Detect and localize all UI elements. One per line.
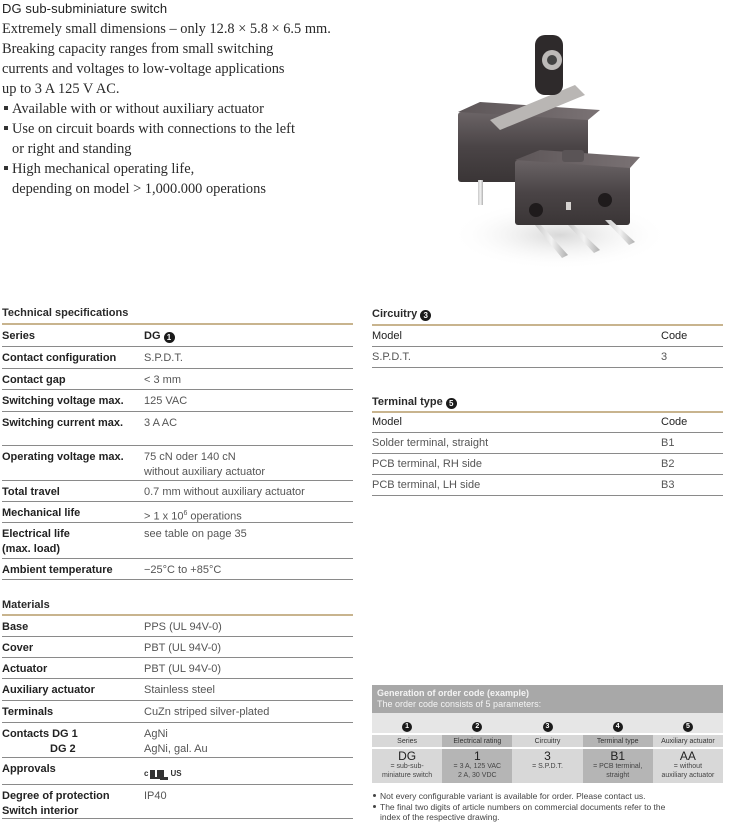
material-key: Cover [2, 642, 34, 654]
material-key: Terminals [2, 706, 54, 718]
terminal-type-table [372, 412, 723, 496]
bullet-square-icon [4, 166, 8, 170]
spec-key: Switching current max. [2, 417, 124, 429]
cell-model: Solder terminal, straight [372, 437, 489, 449]
material-row [2, 637, 353, 658]
bullet-dot-icon [373, 805, 376, 808]
spec-value: 125 VAC [144, 395, 188, 407]
spec-key: Switching voltage max. [2, 395, 124, 407]
material-value: PBT (UL 94V-0) [144, 663, 222, 675]
table-header-row [372, 412, 723, 433]
note-item: The final two digits of article numbers on commercial documents refer to the [372, 802, 746, 813]
spec-value: see table on page 35 [144, 528, 247, 540]
spec-row [2, 412, 353, 446]
material-key: Actuator [2, 663, 48, 675]
material-key: Base [2, 621, 29, 633]
spec-row [2, 446, 353, 481]
intro-line: currents and voltages to low-voltage applications [2, 61, 285, 77]
order-param-numbers [372, 713, 723, 733]
spec-value: 0.7 mm without auxiliary actuator [144, 486, 305, 498]
page-title: DG sub-subminiature switch [2, 1, 168, 16]
bullet-square-icon [4, 106, 8, 110]
material-row [2, 758, 353, 785]
ul-logo-icon [149, 769, 169, 781]
spec-row [2, 481, 353, 502]
material-row [2, 785, 353, 819]
material-value: PBT (UL 94V-0) [144, 642, 222, 654]
bullet-square-icon [4, 126, 8, 130]
material-value: IP40 [144, 790, 167, 802]
feature-bullet-continuation: depending on model > 1,000.000 operations [12, 181, 266, 197]
material-key: Degree of protection Switch interior [2, 790, 110, 817]
cell-code: B2 [661, 458, 675, 470]
param-1-badge-icon: 1 [402, 722, 412, 732]
spec-key: Operating voltage max. [2, 451, 124, 463]
material-row [2, 658, 353, 679]
feature-bullet: Use on circuit boards with connections to the left [2, 119, 362, 139]
order-code-panel [372, 685, 723, 783]
column-header-model: Model [372, 330, 402, 342]
material-value: Stainless steel [144, 684, 215, 696]
order-notes [372, 791, 746, 823]
note-item-continuation: index of the respective drawing. [380, 812, 500, 822]
terminal-type-heading: Terminal type 5 [372, 396, 457, 409]
cell-code: B3 [661, 479, 675, 491]
spec-row [2, 347, 353, 369]
spec-key: Series [2, 330, 36, 342]
cell-model: S.P.D.T. [372, 351, 411, 363]
table-header-row [372, 326, 723, 347]
param-label: Auxiliary actuator [653, 733, 723, 747]
circuitry-heading: Circuitry 3 [372, 308, 431, 321]
spec-key: Mechanical life [2, 507, 81, 519]
param-value: AA = without auxiliary actuator [653, 747, 723, 783]
param-value: B1 = PCB terminal, straight [583, 747, 653, 783]
param-5-badge-icon: 5 [446, 398, 457, 409]
product-photo [440, 20, 690, 290]
material-value: AgNi AgNi, gal. Au [144, 728, 208, 755]
material-row [2, 679, 353, 701]
material-value: CuZn striped silver-plated [144, 706, 270, 718]
param-label: Electrical rating [442, 733, 512, 747]
table-row [372, 347, 723, 368]
spec-key: Contact configuration [2, 352, 117, 364]
material-key: Auxiliary actuator [2, 684, 95, 696]
cell-code: B1 [661, 437, 675, 449]
param-5-badge-icon: 5 [683, 722, 693, 732]
spec-row [2, 502, 353, 523]
feature-bullet: Available with or without auxiliary actuator [2, 99, 362, 119]
circuitry-table [372, 326, 723, 368]
materials-heading: Materials [2, 599, 50, 611]
column-header-model: Model [372, 416, 402, 428]
intro-line: Breaking capacity ranges from small switching [2, 41, 274, 57]
order-param-labels [372, 733, 723, 747]
spec-row [2, 523, 353, 559]
param-label: Circuitry [512, 733, 582, 747]
material-value [144, 758, 353, 784]
spec-value: > 1 x $10^6$ operations [144, 510, 242, 523]
spec-value: 75 cN oder 140 cN without auxiliary actuator [144, 451, 266, 478]
cell-model: PCB terminal, RH side [372, 458, 483, 470]
spec-value: S.P.D.T. [144, 352, 183, 364]
spec-key: Ambient temperature [2, 564, 113, 576]
note-item: Not every configurable variant is available for order. Please contact us. [372, 791, 746, 802]
param-2-badge-icon: 2 [472, 722, 482, 732]
intro-line: up to 3 A 125 V AC. [2, 81, 120, 97]
column-header-code: Code [661, 416, 688, 428]
param-value: 1 = 3 A, 125 VAC 2 A, 30 VDC [442, 747, 512, 783]
spec-value: DG 1 [144, 325, 353, 346]
intro-text [2, 19, 362, 199]
param-label: Series [372, 733, 442, 747]
spec-row [2, 369, 353, 390]
material-row [2, 616, 353, 637]
material-row [2, 723, 353, 758]
cULus-mark-icon: c US [144, 766, 182, 781]
material-key: Approvals [2, 763, 56, 775]
param-label: Terminal type [583, 733, 653, 747]
spec-row [2, 325, 353, 347]
intro-line: Extremely small dimensions – only 12.8 × 5.8 × 6.5 mm. [2, 21, 331, 37]
param-1-badge-icon: 1 [164, 332, 175, 343]
param-value: 3 = S.P.D.T. [512, 747, 582, 783]
tech-specs-heading: Technical specifications [2, 307, 129, 319]
material-value: PPS (UL 94V-0) [144, 621, 222, 633]
table-row [372, 433, 723, 454]
table-row [372, 475, 723, 496]
order-code-header: Generation of order code (example) The order code consists of 5 parameters: [372, 685, 723, 713]
spec-value: < 3 mm [144, 374, 181, 386]
spec-key: Total travel [2, 486, 60, 498]
column-header-code: Code [661, 330, 688, 342]
materials-table [2, 616, 353, 819]
spec-value: −25°C to +85°C [144, 564, 222, 576]
spec-key: Contact gap [2, 374, 66, 386]
spec-key: Electrical life (max. load) [2, 528, 70, 555]
spec-row [2, 390, 353, 412]
spec-value: 3 A AC [144, 417, 178, 429]
param-3-badge-icon: 3 [420, 310, 431, 321]
param-value: DG = sub-sub- miniature switch [372, 747, 442, 783]
cell-code: 3 [661, 351, 668, 363]
tech-specs-table [2, 325, 353, 580]
feature-bullet: High mechanical operating life, [2, 159, 362, 179]
material-row [2, 701, 353, 723]
param-4-badge-icon: 4 [613, 722, 623, 732]
feature-bullet-continuation: or right and standing [12, 141, 132, 157]
table-row [372, 454, 723, 475]
cell-model: PCB terminal, LH side [372, 479, 481, 491]
material-key: Contacts DG 1 DG 2 [2, 728, 78, 755]
order-param-values [372, 747, 723, 783]
spec-row [2, 559, 353, 580]
bullet-dot-icon [373, 794, 376, 797]
param-3-badge-icon: 3 [543, 722, 553, 732]
